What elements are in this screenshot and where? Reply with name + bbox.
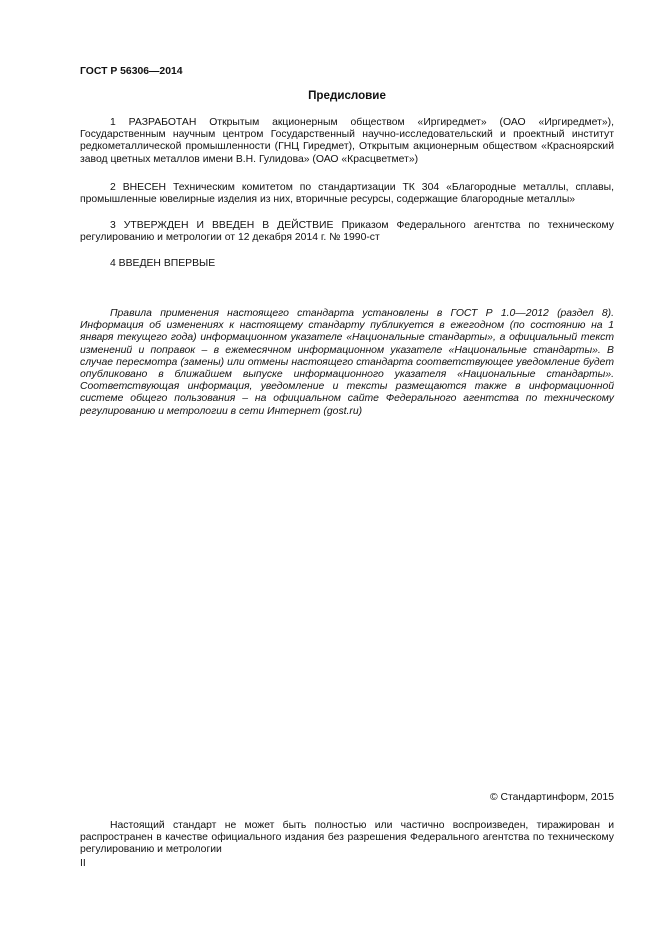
application-rules-notice: Правила применения настоящего стандарта установлены в ГОСТ Р 1.0—2012 (раздел 8). Информация об изменениях к настоящему стандарту публикуется в ежегодном (по состоянию на 1 января текущего года) информационном указателе «Национальные стандарты», а официальный текст изменений и поправок – в ежемесячном информационном указателе «Национальные стандарты». В случае пересмотра (замены) или отмены настоящего стандарта соответствующее уведомление будет опубликовано в ближайшем выпуске информационного указателя «Национальные стандарты». Соответствующая информация, уведомление и тексты размещаются также в информационной системе общего пользования – на официальном сайте Федерального агентства по техническому регулированию и метрологии в сети Интернет (gost.ru) (80, 308, 614, 417)
preface-item-submitted: 2 ВНЕСЕН Техническим комитетом по стандартизации ТК 304 «Благородные металлы, сплавы, промышленные ювелирные изделия из них, вторичные ресурсы, содержащие благородные металлы» (80, 182, 614, 206)
copyright-line: © Стандартинформ, 2015 (489, 792, 614, 803)
page-number: II (80, 858, 86, 869)
preface-item-introduced: 4 ВВЕДЕН ВПЕРВЫЕ (110, 258, 216, 269)
page-title: Предисловие (308, 89, 386, 102)
document-code: ГОСТ Р 56306—2014 (80, 66, 183, 77)
reproduction-notice: Настоящий стандарт не может быть полностью или частично воспроизведен, тиражирован и распространен в качестве официального издания без разрешения Федерального агентства по техническому регулированию и метрологии (80, 820, 614, 856)
preface-item-approved: 3 УТВЕРЖДЕН И ВВЕДЕН В ДЕЙСТВИЕ Приказом Федерального агентства по техническому регулированию и метрологии от 12 декабря 2014 г. № 1990-ст (80, 220, 614, 244)
preface-item-developed: 1 РАЗРАБОТАН Открытым акционерным обществом «Иргиредмет» (ОАО «Иргиредмет»), Государственным научным центром Государственный научно-исследовательский и проектный институт редкометаллической промышленности (ГНЦ Гиредмет), Открытым акционерным обществом «Красноярский завод цветных металлов имени В.Н. Гулидова» (ОАО «Красцветмет») (80, 117, 614, 165)
